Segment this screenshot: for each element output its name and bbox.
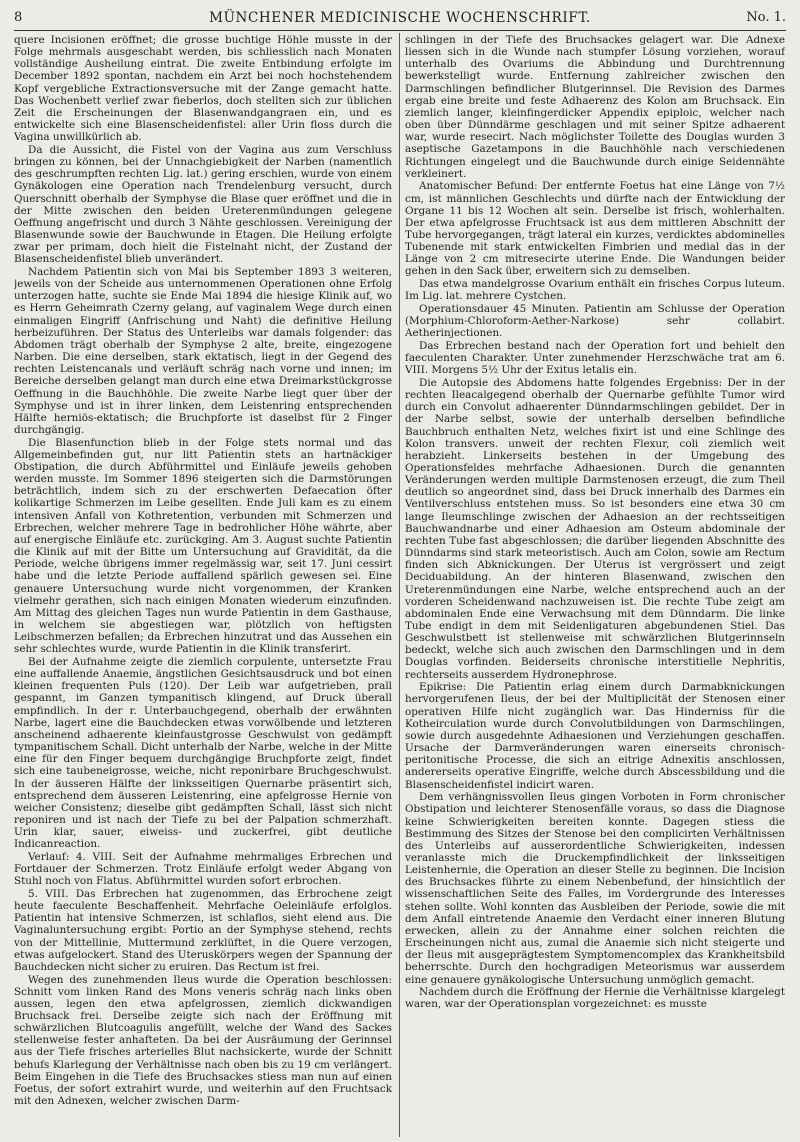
paragraph: 5. VIII. Das Erbrechen hat zugenommen, das Erbrochene zeigt heute faeculente Beschaffenheit. Mehrfache Oeleinläufe erfolglos. Patientin hat intensive Schmerzen, ist schlaflos, sieht elend aus. Die Vaginaluntersuchung ergibt: Portio an der Symphyse stehend, rechts von der Mittellinie, Muttermund zerklüftet, in die Quere verzogen, etwas aufgelockert. Stand des Uteruskörpers wegen der Spannung der Bauchdecken nicht sicher zu eruiren. Das Rectum ist frei. [14,887,392,973]
header-rule [14,30,786,31]
column-divider [399,33,400,1137]
journal-title: MÜNCHENER MEDICINISCHE WOCHENSCHRIFT. [209,10,591,26]
paragraph: Epikrise: Die Patientin erlag einem durch Darmabknickungen hervorgerufenen Ileus, der bei der Multiplicität der Stenosen einer operativen Hilfe nicht zugänglich war. Das Hinderniss für die Kotheirculation wurde durch Convolutbildungen von Darmschlingen, sowie durch ausgedehnte Adhaesionen und Verziehungen geschaffen. Ursache der Darmveränderungen waren einerseits chronisch-peritonitische Processe, die sich an eitrige Adnexitis anschlossen, andererseits operative Eingriffe, welche durch Abscessbildung und die Blasenscheidenfistel indicirt waren. [405,681,785,791]
issue-number: No. 1. [746,10,786,25]
paragraph: Nachdem durch die Eröffnung der Hernie die Verhältnisse klargelegt waren, war der Operationsplan vorgezeichnet: es musste [405,986,785,1011]
running-header [14,6,786,30]
right-column [405,34,785,1134]
paragraph: Das etwa mandelgrosse Ovarium enthält ein frisches Corpus luteum. Im Lig. lat. mehrere Cystchen. [405,278,785,303]
page-number: 8 [14,10,23,25]
paragraph: Die Blasenfunction blieb in der Folge stets normal und das Allgemeinbefinden gut, nur litt Patientin stets an hartnäckiger Obstipation, die durch Abführmittel und Einläufe jeweils gehoben werden musste. Im Sommer 1896 steigerten sich die Darmstörungen beträchtlich, indem sich zu der erschwerten Defaecation öfter kolikartige Schmerzen im Leibe gesellten. Ende Juli kam es zu einem intensiven Anfall von Kothretention, verbunden mit Schmerzen und Erbrechen, welcher mehrere Tage in bedrohlicher Höhe währte, aber auf energische Einläufe etc. zurückging. Am 3. August suchte Patientin die Klinik auf mit der Bitte um Untersuchung auf Gravidität, da die Periode, welche übrigens immer regelmässig war, seit 17. Juni cessirt habe und die letzte Periode auffallend spärlich gewesen sei. Eine genauere Untersuchung wurde nicht vorgenommen, der Kranken vielmehr gerathen, sich nach einigen Monaten wiederum einzufinden. Am Mittag des gleichen Tages nun wurde Patientin in dem Gasthause, in welchem sie abgestiegen war, plötzlich von heftigsten Leibschmerzen befallen; da Erbrechen hinzutrat und das Aussehen ein sehr schlechtes wurde, wurde Patientin in die Klinik transferirt. [14,436,392,656]
paragraph: Dem verhängnissvollen Ileus gingen Vorboten in Form chronischer Obstipation und leichterer Stenosenfälle voraus, so dass die Diagnose keine Schwierigkeiten bereiten konnte. Dagegen stiess die Bestimmung des Sitzes der Stenose bei den complicirten Verhältnissen des Unterleibs auf ausserordentliche Schwierigkeiten, indessen veranlasste mich die Druckempfindlichkeit der linksseitigen Leistenhernie, die Operation an dieser Stelle zu beginnen. Die Incision des Bruchsackes führte zu einem Nebenbefund, der hinsichtlich der wissenschaftlichen Seite des Falles, im Vordergrunde des Interesses stehen sollte. Wohl konnten das Ausbleiben der Periode, sowie die mit dem Anfall eintretende Anaemie den Verdacht einer inneren Blutung erwecken, allein zu der Annahme einer solchen reichten die Erscheinungen nicht aus, zumal die Anaemie sich nicht steigerte und der Ileus mit ausgeprägtestem Symptomencomplex das Krankheitsbild beherrschte. Durch den hochgradigen Meteorismus war ausserdem eine genauere gynäkologische Untersuchung unmöglich gemacht. [405,791,785,986]
paragraph: Nachdem Patientin sich von Mai bis September 1893 3 weiteren, jeweils von der Scheide aus unternommenen Operationen ohne Erfolg unterzogen hatte, suchte sie Ende Mai 1894 die hiesige Klinik auf, wo es Herrn Geheimrath Czerny gelang, auf vaginalem Wege durch einen einmaligen Eingriff (Anfrischung und Naht) die definitive Heilung herbeizuführen. Der Status des Unterleibs war damals folgender: das Abdomen trägt oberhalb der Symphyse 2 alte, breite, eingezogene Narben. Die eine derselben, stark ektatisch, liegt in der Gegend des rechten Leistencanals und verläuft schräg nach vorne und innen; im Bereiche derselben gelangt man durch eine etwa Dreimarkstückgrosse Oeffnung in die Bauchhöhle. Die zweite Narbe liegt quer über der Symphyse und ist in ihrer linken, dem Leistenring entsprechenden Hälfte herniös-ektatisch; die Bruchpforte ist daselbst für 2 Finger durchgängig. [14,265,392,436]
paragraph: Da die Aussicht, die Fistel von der Vagina aus zum Verschluss bringen zu können, bei der Unnachgiebigkeit der Narben (namentlich des geschrumpften rechten Lig. lat.) gering erschien, wurde von einem Gynäkologen eine Operation nach Trendelenburg versucht, durch Querschnitt oberhalb der Symphyse die Blase quer eröffnet und die in der Mitte zwischen den beiden Ureterenmündungen gelegene Oeffnung angefrischt und durch 3 Nähte geschlossen. Vereinigung der Blasenwunde sowie der Bauchwunde in Etagen. Die Heilung erfolgte zwar per primam, doch hielt die Fistelnaht nicht, der Zustand der Blasenscheidenfistel blieb unverändert. [14,143,392,266]
paragraph: quere Incisionen eröffnet; die grosse buchtige Höhle musste in der Folge mehrmals ausgeschabt werden, bis schliesslich nach Monaten vollständige Ausheilung eintrat. Die zweite Entbindung erfolgte im December 1892 spontan, nachdem ein Arzt bei noch hochstehendem Kopf vergebliche Extractionsversuche mit der Zange gemacht hatte. Das Wochenbett verlief zwar fieberlos, doch stellten sich zur üblichen Zeit die Erscheinungen der Blasenwandgangraen ein, und es entwickelte sich eine Blasenscheidenfistel: aller Urin floss durch die Vagina unwillkürlich ab. [14,34,392,144]
paragraph: Operationsdauer 45 Minuten. Patientin am Schlusse der Operation (Morphium-Chloroform-Aether-Narkose) sehr collabirt. Aetherinjectionen. [405,302,785,340]
paragraph: Wegen des zunehmenden Ileus wurde die Operation beschlossen: Schnitt vom linken Rand des Mons veneris schräg nach links oben aussen, legen den etwa apfelgrossen, ziemlich dickwandigen Bruchsack frei. Derselbe zeigte sich nach der Eröffnung mit schwärzlichen Blutcoagulis angefüllt, welche der Wand des Sackes stellenweise fester anhafteten. Da bei der Ausräumung der Gerinnsel aus der Tiefe frisches arterielles Blut nachsickerte, wurde der Schnitt behufs Klarlegung der Verhältnisse nach oben bis zu 19 cm verlängert. Beim Eingehen in die Tiefe des Bruchsackes stiess man nun auf einen Foetus, der sofort extrahirt wurde, und weiterhin auf den Fruchtsack mit den Adnexen, welcher zwischen Darm- [14,973,392,1108]
paragraph: Bei der Aufnahme zeigte die ziemlich corpulente, untersetzte Frau eine auffallende Anaemie, ängstlichen Gesichtsausdruck und bot einen kleinen frequenten Puls (120). Der Leib war aufgetrieben, prall gespannt, im Ganzen tympanitisch klingend, auf Druck überall empfindlich. In der r. Unterbauchgegend, oberhalb der erwähnten Narbe, lagert eine die Bauchdecken etwas vorwölbende und letzteren anscheinend adhaerente kleinfaustgrosse Geschwulst von gedämpft tympanitischem Schall. Dicht unterhalb der Narbe, welche in der Mitte eine für den Finger bequem durchgängige Bruchpforte zeigt, findet sich eine taubeneigrosse, weiche, nicht reponirbare Bruchgeschwulst. In der äusseren Hälfte der linksseitigen Quernarbe präsentirt sich, entsprechend dem äusseren Leistenring, eine apfelgrosse Hernie von weicher Consistenz; dieselbe gibt gedämpften Schall, lässt sich nicht reponiren und ist nach der Tiefe zu bei der Palpation schmerzhaft. Urin klar, sauer, eiweiss- und zuckerfrei, gibt deutliche Indicanreaction. [14,655,392,851]
paragraph: Anatomischer Befund: Der entfernte Foetus hat eine Länge von 7½ cm, ist männlichen Geschlechts und dürfte nach der Entwicklung der Organe 11 bis 12 Wochen alt sein. Derselbe ist frisch, wohlerhalten. Der etwa apfelgrosse Fruchtsack ist aus dem mittleren Abschnitt der Tube hervorgegangen, trägt lateral ein kurzes, verdicktes abdominelles Tubenende mit stark entwickelten Fimbrien und medial das in der Länge von 2 cm mitresecirte uterine Ende. Die Wandungen beider gehen in den Sack über, erweitern sich zu demselben. [405,180,785,278]
paragraph: Die Autopsie des Abdomens hatte folgendes Ergebniss: Der in der rechten Ileacalgegend oberhalb der Quernarbe gefühlte Tumor wird durch ein Convolut adhaerenter Dünndarmschlingen gebildet. Der in der Narbe selbst, sowie der unterhalb derselben befindliche Bauchbruch enthalten Netz, welches fixirt ist und eine Schlinge des Kolon transvers. unweit der rechten Flexur, coli ziemlich weit herabzieht. Linkerseits bestehen in der Umgebung des Operationsfeldes mehrfache Adhaesionen. Durch die genannten Veränderungen werden multiple Darmstenosen erzeugt, die zum Theil deutlich so angeordnet sind, dass bei Druck innerhalb des Darmes ein Ventilverschluss entstehen muss. So ist besonders eine etwa 30 cm lange Ileumschlinge zwischen der Adhaesion an der rechtsseitigen Bauchwandnarbe und einer Adhaesion am Osteum abdominale der rechten Tube fast abgeschlossen; die darüber liegenden Abschnitte des Dünndarms sind stark meteoristisch. Auch am Colon, sowie am Rectum finden sich Abknickungen. Der Uterus ist vergrössert und zeigt Deciduabildung. An der hinteren Blasenwand, zwischen den Ureterenmündungen eine Narbe, welche entsprechend auch an der vorderen Scheidenwand nachzuweisen ist. Die rechte Tube zeigt am abdominalen Ende eine Verwachsung mit dem Dünndarm. Die linke Tube endigt in dem mit Seidenligaturen abgebundenen Stiel. Das Geschwulstbett ist stellenweise mit schwärzlichen Blutgerinnseln bedeckt, welche sich auch zwischen den Darmschlingen und in dem Douglas vorfinden. Beiderseits chronische interstitielle Nephritis, rechterseits ausserdem Hydronephrose. [405,376,785,681]
left-column [14,34,392,1134]
paragraph: schlingen in der Tiefe des Bruchsackes gelagert war. Die Adnexe liessen sich in die Wunde nach stumpfer Lösung vorziehen, worauf unterhalb des Ovariums die Abbindung und Durchtrennung bewerkstelligt wurde. Entfernung zahlreicher zwischen den Darmschlingen befindlicher Blutgerinnsel. Die Revision des Darmes ergab eine breite und feste Adhaerenz des Kolon am Bruchsack. Ein ziemlich langer, kleinfingerdicker Appendix epiploic, welcher nach oben über Dünndärme geschlagen und mit seiner Spitze adhaerent war, wurde resecirt. Nach möglichster Toilette des Douglas wurden 3 aseptische Gazetampons in die Bauchhöhle nach verschiedenen Richtungen eingelegt und die Bauchwunde durch einige Seidennähte verkleinert. [405,34,785,180]
paragraph: Verlauf: 4. VIII. Seit der Aufnahme mehrmaliges Erbrechen und Fortdauer der Schmerzen. Trotz Einläufe erfolgt weder Abgang von Stuhl noch von Flatus. Abführmittel wurden sofort erbrochen. [14,850,392,888]
paragraph: Das Erbrechen bestand nach der Operation fort und behielt den faeculenten Charakter. Unter zunehmender Herzschwäche trat am 6. VIII. Morgens 5½ Uhr der Exitus letalis ein. [405,339,785,377]
